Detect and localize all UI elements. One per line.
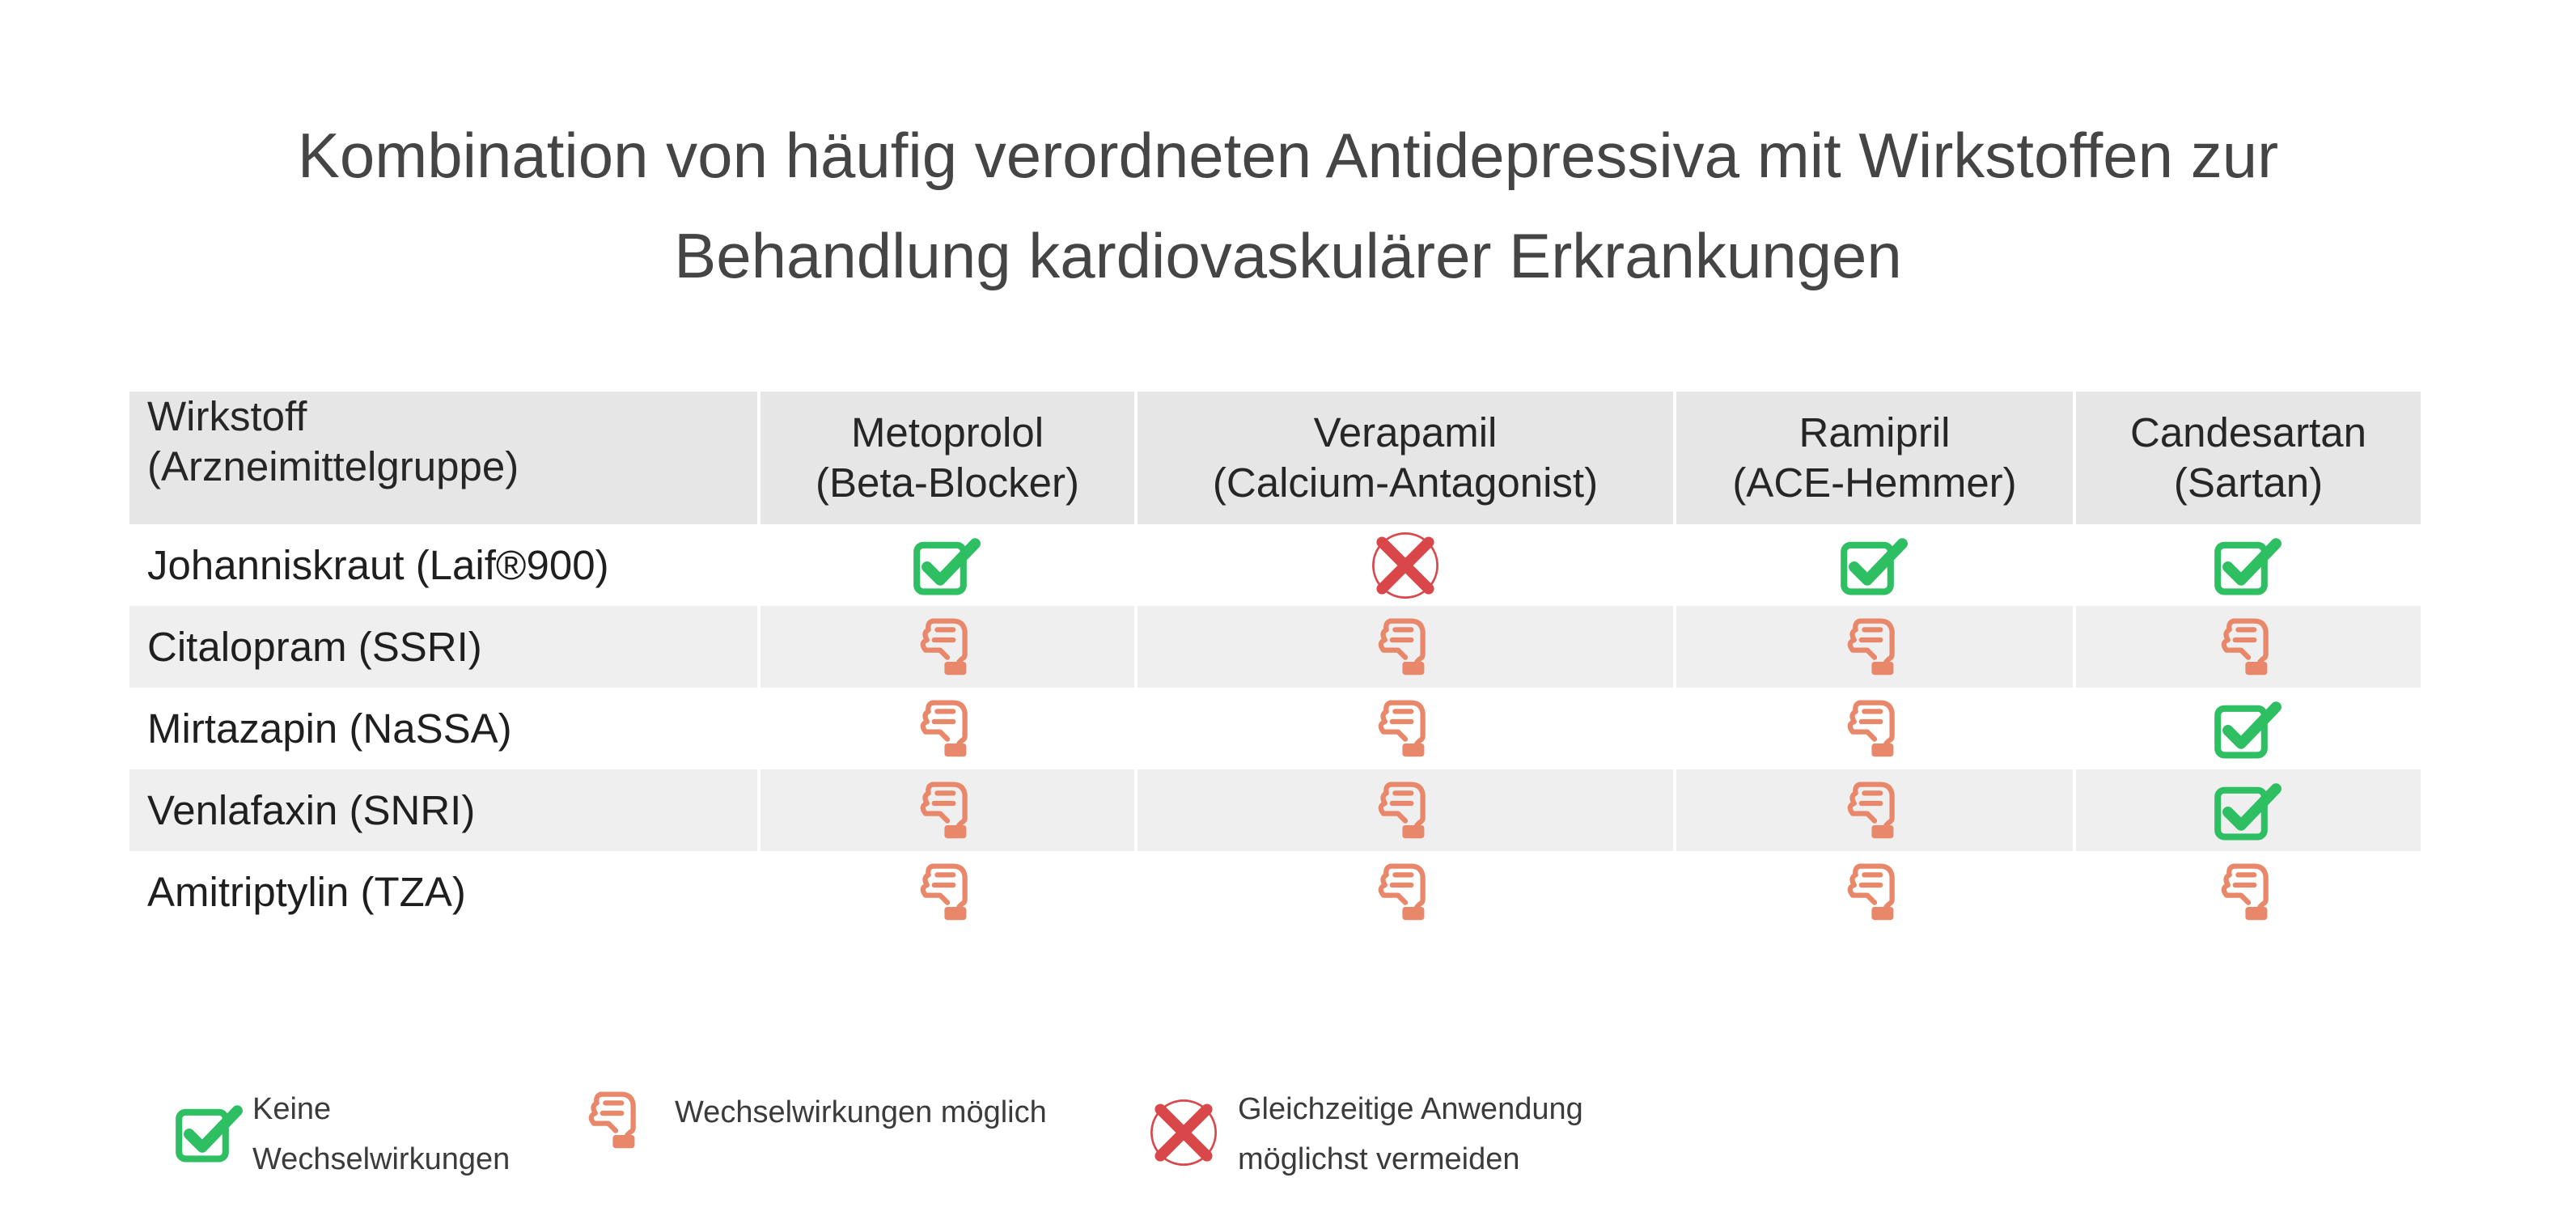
table-row <box>129 851 2421 933</box>
title-line-2: Behandlung kardiovaskulärer Erkrankungen <box>674 220 1902 291</box>
legend-label-possible-interaction: Wechselwirkungen möglich <box>675 1095 1047 1129</box>
legend-item-no-interaction <box>173 1084 510 1184</box>
table-row <box>129 688 2421 769</box>
legend-item-possible-interaction <box>579 1084 1047 1161</box>
status-cell <box>761 769 1138 851</box>
cross-circle-icon <box>1369 529 1442 602</box>
substance-label: Citalopram (SSRI) <box>147 624 482 670</box>
header-label: Wirkstoff <box>147 393 307 439</box>
table-row <box>129 769 2421 851</box>
checkmark-box-icon <box>2212 529 2285 602</box>
thumbs-down-hand-icon <box>1838 611 1911 684</box>
page-title <box>0 105 2576 306</box>
status-cell <box>1676 769 2076 851</box>
status-cell <box>761 688 1138 769</box>
thumbs-down-hand-icon <box>1369 693 1442 765</box>
thumbs-down-hand-icon <box>2212 611 2285 684</box>
row-substance-name <box>129 851 761 933</box>
status-cell <box>2076 688 2421 769</box>
header-sublabel: (Sartan) <box>2173 460 2324 506</box>
thumbs-down-hand-icon <box>1838 856 1911 929</box>
table-row <box>129 524 2421 606</box>
table-body <box>129 524 2421 933</box>
thumbs-down-hand-icon <box>1369 774 1442 847</box>
row-substance-name <box>129 606 761 688</box>
thumbs-down-hand-icon <box>579 1084 652 1161</box>
status-cell <box>1138 851 1676 933</box>
header-cell-metoprolol <box>761 392 1138 524</box>
cross-circle-icon <box>1147 1096 1220 1173</box>
thumbs-down-hand-icon <box>911 611 984 684</box>
legend <box>0 1084 2576 1197</box>
thumbs-down-hand-icon <box>2212 856 2285 929</box>
header-sublabel: (Calcium-Antagonist) <box>1212 460 1599 506</box>
row-substance-name <box>129 688 761 769</box>
header-sublabel: (Arzneimittelgruppe) <box>147 443 519 489</box>
legend-item-avoid <box>1147 1084 1583 1184</box>
thumbs-down-hand-icon <box>1369 856 1442 929</box>
substance-label: Venlafaxin (SNRI) <box>147 787 476 833</box>
legend-label-no-interaction: Keine Wechselwirkungen <box>252 1092 511 1176</box>
header-label: Metoprolol <box>850 409 1044 455</box>
status-cell <box>1676 851 2076 933</box>
status-cell <box>2076 524 2421 606</box>
header-cell-substance <box>129 392 761 524</box>
legend-label-avoid: Gleichzeitige Anwendung möglichst vermeiden <box>1238 1092 1583 1176</box>
status-cell <box>1676 688 2076 769</box>
table-row <box>129 606 2421 688</box>
status-cell <box>761 606 1138 688</box>
thumbs-down-hand-icon <box>911 774 984 847</box>
checkmark-box-icon <box>1838 529 1911 602</box>
header-sublabel: (ACE-Hemmer) <box>1732 460 2017 506</box>
status-cell <box>1138 524 1676 606</box>
substance-label: Mirtazapin (NaSSA) <box>147 705 512 752</box>
header-label: Candesartan <box>2129 409 2367 455</box>
header-cell-verapamil <box>1138 392 1676 524</box>
status-cell <box>2076 606 2421 688</box>
status-cell <box>761 851 1138 933</box>
table-header <box>129 392 2421 524</box>
checkmark-box-icon <box>2212 693 2285 765</box>
header-sublabel: (Beta-Blocker) <box>816 460 1079 506</box>
header-label: Verapamil <box>1313 409 1498 455</box>
checkmark-box-icon <box>911 529 984 602</box>
checkmark-box-icon <box>173 1096 246 1173</box>
header-cell-ramipril <box>1676 392 2076 524</box>
thumbs-down-hand-icon <box>1838 693 1911 765</box>
substance-label: Johanniskraut (Laif®900) <box>147 542 609 588</box>
header-cell-candesartan <box>2076 392 2421 524</box>
status-cell <box>1676 606 2076 688</box>
status-cell <box>2076 851 2421 933</box>
status-cell <box>1138 688 1676 769</box>
thumbs-down-hand-icon <box>1369 611 1442 684</box>
header-label: Ramipril <box>1799 409 1951 455</box>
status-cell <box>1138 769 1676 851</box>
title-line-1: Kombination von häufig verordneten Antidepressiva mit Wirkstoffen zur <box>297 120 2279 191</box>
status-cell <box>1138 606 1676 688</box>
substance-label: Amitriptylin (TZA) <box>147 869 466 915</box>
thumbs-down-hand-icon <box>1838 774 1911 847</box>
interaction-table <box>129 392 2421 933</box>
status-cell <box>1676 524 2076 606</box>
row-substance-name <box>129 524 761 606</box>
checkmark-box-icon <box>2212 774 2285 847</box>
thumbs-down-hand-icon <box>911 693 984 765</box>
status-cell <box>761 524 1138 606</box>
thumbs-down-hand-icon <box>911 856 984 929</box>
status-cell <box>2076 769 2421 851</box>
row-substance-name <box>129 769 761 851</box>
